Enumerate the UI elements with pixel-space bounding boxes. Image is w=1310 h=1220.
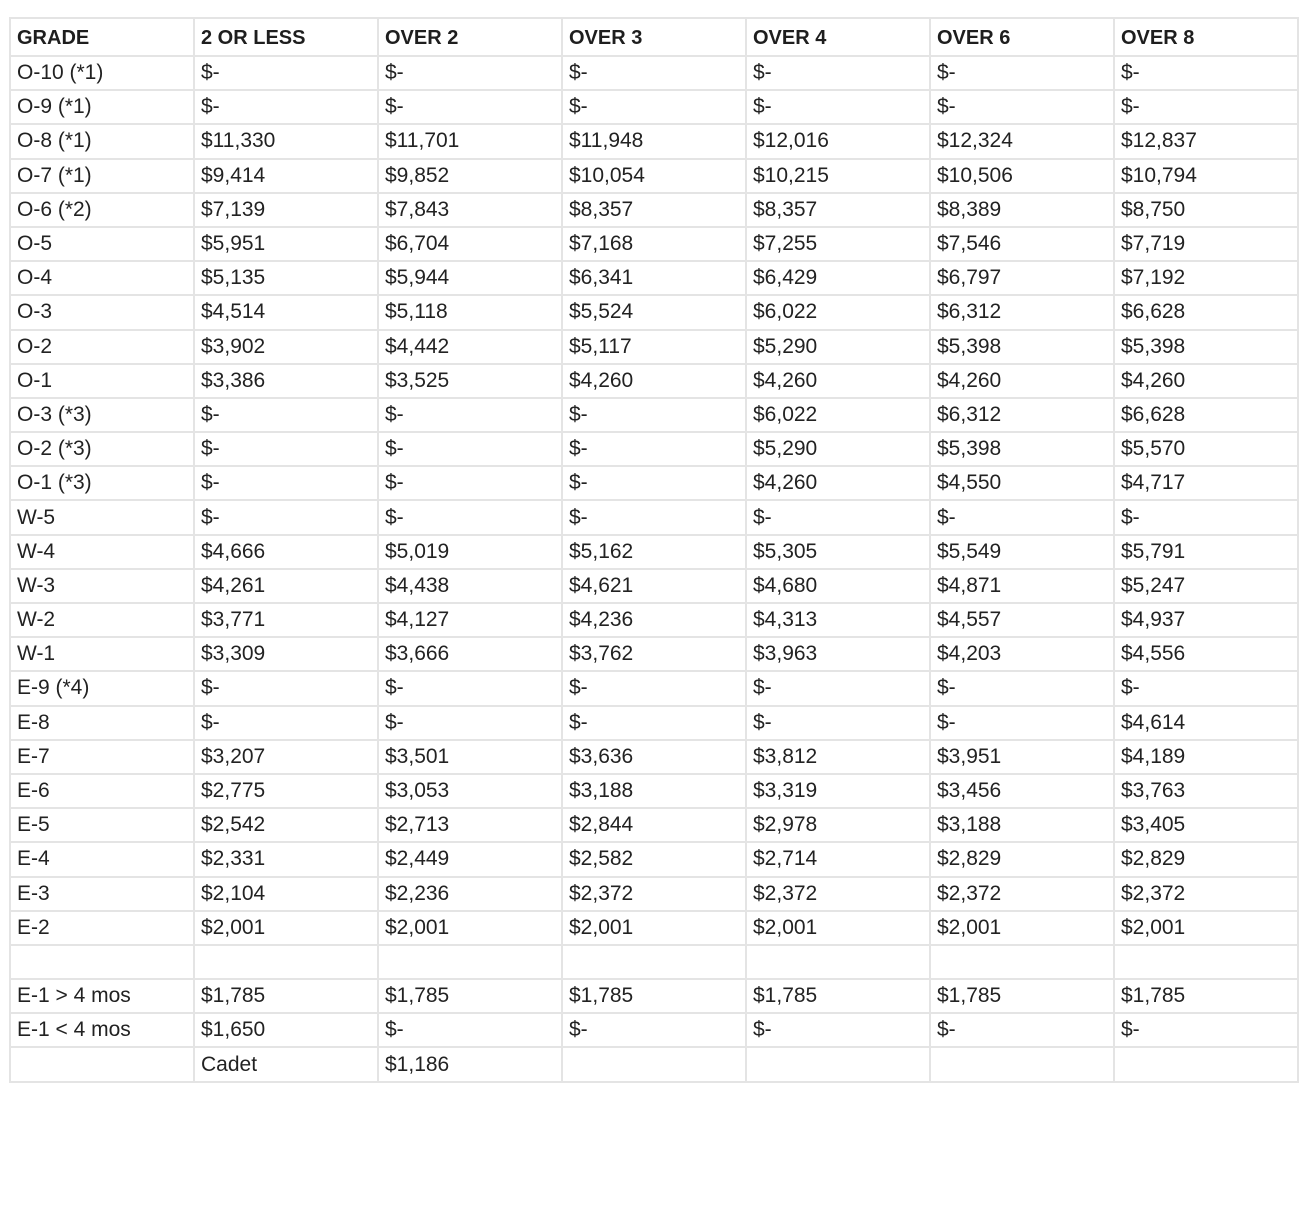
pay-cell: $4,680 — [746, 569, 930, 603]
pay-cell: $4,556 — [1114, 637, 1298, 671]
table-row — [10, 535, 1298, 569]
pay-cell: $7,719 — [1114, 227, 1298, 261]
pay-cell: $3,902 — [194, 330, 378, 364]
pay-cell: $4,260 — [746, 466, 930, 500]
pay-cell: $4,127 — [378, 603, 562, 637]
pay-cell: $2,001 — [194, 911, 378, 945]
pay-cell: $2,372 — [562, 877, 746, 911]
pay-cell: $- — [378, 500, 562, 534]
pay-cell: $- — [562, 671, 746, 705]
pay-cell: $10,054 — [562, 159, 746, 193]
table-row — [10, 193, 1298, 227]
grade-cell: O-8 (*1) — [10, 124, 194, 158]
pay-cell: $3,456 — [930, 774, 1114, 808]
pay-cell: $2,714 — [746, 842, 930, 876]
pay-cell: $5,135 — [194, 261, 378, 295]
pay-cell: $6,022 — [746, 398, 930, 432]
pay-cell: $- — [1114, 671, 1298, 705]
table-row — [10, 466, 1298, 500]
pay-cell: $- — [930, 56, 1114, 90]
pay-cell: $5,398 — [930, 432, 1114, 466]
pay-cell: $- — [930, 500, 1114, 534]
pay-cell: $1,785 — [930, 979, 1114, 1013]
pay-cell: $- — [746, 56, 930, 90]
grade-cell: E-1 > 4 mos — [10, 979, 194, 1013]
pay-cell: $- — [378, 432, 562, 466]
pay-cell: $3,188 — [930, 808, 1114, 842]
pay-cell: $12,016 — [746, 124, 930, 158]
pay-cell: $2,582 — [562, 842, 746, 876]
grade-cell — [10, 1047, 194, 1081]
pay-cell: $4,260 — [746, 364, 930, 398]
pay-cell: $- — [930, 706, 1114, 740]
table-body — [10, 56, 1298, 1082]
pay-cell: $6,312 — [930, 295, 1114, 329]
pay-cell: $- — [194, 706, 378, 740]
pay-cell: $5,944 — [378, 261, 562, 295]
pay-cell: $2,001 — [1114, 911, 1298, 945]
pay-cell: $- — [194, 500, 378, 534]
pay-cell: $1,785 — [746, 979, 930, 1013]
pay-cell: $4,937 — [1114, 603, 1298, 637]
pay-cell: $3,053 — [378, 774, 562, 808]
grade-cell: W-2 — [10, 603, 194, 637]
pay-cell: $12,324 — [930, 124, 1114, 158]
pay-cell: $6,797 — [930, 261, 1114, 295]
pay-cell: $4,614 — [1114, 706, 1298, 740]
pay-cell: $3,763 — [1114, 774, 1298, 808]
pay-cell: $9,414 — [194, 159, 378, 193]
table-row — [10, 979, 1298, 1013]
pay-cell: $5,162 — [562, 535, 746, 569]
pay-cell: $- — [1114, 56, 1298, 90]
pay-cell: $- — [194, 671, 378, 705]
pay-cell: $- — [746, 706, 930, 740]
pay-cell: $4,438 — [378, 569, 562, 603]
pay-cell: $- — [562, 398, 746, 432]
pay-cell: $3,501 — [378, 740, 562, 774]
grade-cell: O-3 (*3) — [10, 398, 194, 432]
pay-cell: $5,305 — [746, 535, 930, 569]
pay-cell: $- — [562, 500, 746, 534]
pay-cell: $6,628 — [1114, 295, 1298, 329]
pay-cell: $2,001 — [562, 911, 746, 945]
pay-cell: $4,717 — [1114, 466, 1298, 500]
grade-cell: E-3 — [10, 877, 194, 911]
grade-cell: O-1 — [10, 364, 194, 398]
pay-cell: $4,260 — [562, 364, 746, 398]
table-row — [10, 603, 1298, 637]
pay-cell: $12,837 — [1114, 124, 1298, 158]
table-row — [10, 774, 1298, 808]
pay-cell: $- — [562, 90, 746, 124]
grade-cell: O-4 — [10, 261, 194, 295]
pay-cell: $4,261 — [194, 569, 378, 603]
grade-cell: W-3 — [10, 569, 194, 603]
grade-cell: E-6 — [10, 774, 194, 808]
pay-cell: $3,405 — [1114, 808, 1298, 842]
grade-cell: O-7 (*1) — [10, 159, 194, 193]
table-row — [10, 945, 1298, 979]
pay-cell: $3,812 — [746, 740, 930, 774]
header-over-3: OVER 3 — [562, 18, 746, 56]
pay-cell: $2,001 — [746, 911, 930, 945]
pay-cell — [746, 945, 930, 979]
grade-cell — [10, 945, 194, 979]
table-header-row — [10, 18, 1298, 56]
pay-cell: $4,871 — [930, 569, 1114, 603]
pay-cell: $5,791 — [1114, 535, 1298, 569]
pay-cell: $5,290 — [746, 432, 930, 466]
pay-cell: $- — [930, 90, 1114, 124]
pay-cell: $3,309 — [194, 637, 378, 671]
pay-cell: $10,794 — [1114, 159, 1298, 193]
pay-cell: $4,666 — [194, 535, 378, 569]
pay-cell: $- — [1114, 500, 1298, 534]
pay-cell — [1114, 945, 1298, 979]
pay-cell: $7,139 — [194, 193, 378, 227]
pay-cell: Cadet — [194, 1047, 378, 1081]
grade-cell: E-7 — [10, 740, 194, 774]
grade-cell: E-8 — [10, 706, 194, 740]
pay-cell — [930, 945, 1114, 979]
header-over-4: OVER 4 — [746, 18, 930, 56]
pay-cell: $2,372 — [746, 877, 930, 911]
pay-cell — [1114, 1047, 1298, 1081]
table-row — [10, 295, 1298, 329]
pay-cell: $5,398 — [930, 330, 1114, 364]
pay-cell: $7,192 — [1114, 261, 1298, 295]
pay-cell: $4,189 — [1114, 740, 1298, 774]
pay-cell: $2,775 — [194, 774, 378, 808]
table-row — [10, 569, 1298, 603]
pay-cell: $5,524 — [562, 295, 746, 329]
pay-cell: $- — [194, 56, 378, 90]
table-row — [10, 90, 1298, 124]
table-row — [10, 671, 1298, 705]
grade-cell: O-2 — [10, 330, 194, 364]
pay-cell — [930, 1047, 1114, 1081]
pay-cell: $1,785 — [1114, 979, 1298, 1013]
pay-cell — [194, 945, 378, 979]
pay-cell: $3,951 — [930, 740, 1114, 774]
pay-table — [9, 17, 1299, 1083]
table-row — [10, 432, 1298, 466]
header-over-2: OVER 2 — [378, 18, 562, 56]
pay-cell: $4,260 — [1114, 364, 1298, 398]
table-row — [10, 261, 1298, 295]
pay-cell: $- — [930, 1013, 1114, 1047]
pay-cell: $6,704 — [378, 227, 562, 261]
pay-cell: $- — [194, 398, 378, 432]
pay-cell: $5,951 — [194, 227, 378, 261]
pay-cell: $- — [378, 1013, 562, 1047]
pay-cell: $3,771 — [194, 603, 378, 637]
pay-cell: $10,506 — [930, 159, 1114, 193]
pay-cell: $7,546 — [930, 227, 1114, 261]
pay-cell: $- — [378, 56, 562, 90]
pay-cell: $3,207 — [194, 740, 378, 774]
pay-cell: $1,186 — [378, 1047, 562, 1081]
pay-cell: $4,557 — [930, 603, 1114, 637]
table-row — [10, 1047, 1298, 1081]
pay-cell: $- — [562, 432, 746, 466]
grade-cell: O-6 (*2) — [10, 193, 194, 227]
pay-cell: $2,001 — [378, 911, 562, 945]
table-row — [10, 330, 1298, 364]
pay-cell: $8,357 — [562, 193, 746, 227]
table-row — [10, 227, 1298, 261]
pay-cell: $1,785 — [562, 979, 746, 1013]
table-row — [10, 877, 1298, 911]
pay-cell: $- — [746, 500, 930, 534]
pay-cell: $7,843 — [378, 193, 562, 227]
pay-cell: $6,022 — [746, 295, 930, 329]
pay-cell: $- — [378, 466, 562, 500]
pay-cell: $8,389 — [930, 193, 1114, 227]
grade-cell: E-5 — [10, 808, 194, 842]
pay-cell: $5,290 — [746, 330, 930, 364]
table-row — [10, 364, 1298, 398]
pay-cell: $9,852 — [378, 159, 562, 193]
grade-cell: E-9 (*4) — [10, 671, 194, 705]
pay-cell: $- — [562, 466, 746, 500]
pay-cell: $2,542 — [194, 808, 378, 842]
pay-cell: $2,331 — [194, 842, 378, 876]
table-row — [10, 911, 1298, 945]
pay-cell: $- — [1114, 90, 1298, 124]
pay-cell: $5,398 — [1114, 330, 1298, 364]
pay-cell: $- — [562, 56, 746, 90]
table-row — [10, 159, 1298, 193]
header-grade: GRADE — [10, 18, 194, 56]
grade-cell: O-10 (*1) — [10, 56, 194, 90]
pay-cell: $2,372 — [930, 877, 1114, 911]
pay-cell: $- — [378, 90, 562, 124]
grade-cell: O-3 — [10, 295, 194, 329]
grade-cell: O-9 (*1) — [10, 90, 194, 124]
pay-cell: $- — [378, 398, 562, 432]
pay-cell: $4,203 — [930, 637, 1114, 671]
pay-cell: $3,319 — [746, 774, 930, 808]
grade-cell: W-1 — [10, 637, 194, 671]
table-row — [10, 124, 1298, 158]
pay-cell: $- — [930, 671, 1114, 705]
pay-cell: $8,750 — [1114, 193, 1298, 227]
pay-cell: $4,442 — [378, 330, 562, 364]
pay-cell: $2,104 — [194, 877, 378, 911]
grade-cell: W-5 — [10, 500, 194, 534]
pay-cell: $- — [746, 671, 930, 705]
pay-cell: $- — [1114, 1013, 1298, 1047]
table-row — [10, 637, 1298, 671]
grade-cell: W-4 — [10, 535, 194, 569]
pay-cell: $- — [746, 90, 930, 124]
pay-cell: $1,785 — [378, 979, 562, 1013]
pay-cell — [562, 945, 746, 979]
pay-cell: $- — [378, 706, 562, 740]
pay-cell: $2,829 — [930, 842, 1114, 876]
pay-cell: $- — [562, 706, 746, 740]
pay-cell: $2,829 — [1114, 842, 1298, 876]
pay-cell: $4,550 — [930, 466, 1114, 500]
pay-cell: $- — [562, 1013, 746, 1047]
pay-cell: $2,844 — [562, 808, 746, 842]
grade-cell: O-2 (*3) — [10, 432, 194, 466]
pay-cell: $- — [194, 432, 378, 466]
pay-cell: $5,549 — [930, 535, 1114, 569]
pay-cell: $6,628 — [1114, 398, 1298, 432]
pay-cell: $3,188 — [562, 774, 746, 808]
pay-cell: $11,948 — [562, 124, 746, 158]
pay-cell: $2,236 — [378, 877, 562, 911]
table-row — [10, 740, 1298, 774]
pay-cell: $1,785 — [194, 979, 378, 1013]
header-over-8: OVER 8 — [1114, 18, 1298, 56]
grade-cell: O-1 (*3) — [10, 466, 194, 500]
pay-cell — [746, 1047, 930, 1081]
pay-cell: $11,330 — [194, 124, 378, 158]
pay-cell: $10,215 — [746, 159, 930, 193]
pay-cell: $2,449 — [378, 842, 562, 876]
pay-cell: $- — [194, 466, 378, 500]
pay-cell: $4,621 — [562, 569, 746, 603]
grade-cell: E-2 — [10, 911, 194, 945]
table-row — [10, 500, 1298, 534]
grade-cell: E-4 — [10, 842, 194, 876]
pay-cell: $6,341 — [562, 261, 746, 295]
pay-cell: $4,313 — [746, 603, 930, 637]
pay-cell — [378, 945, 562, 979]
table-row — [10, 398, 1298, 432]
pay-cell: $- — [378, 671, 562, 705]
pay-cell: $2,713 — [378, 808, 562, 842]
table-row — [10, 842, 1298, 876]
pay-cell: $7,168 — [562, 227, 746, 261]
pay-cell: $- — [746, 1013, 930, 1047]
pay-cell: $6,312 — [930, 398, 1114, 432]
table-row — [10, 706, 1298, 740]
pay-cell: $5,570 — [1114, 432, 1298, 466]
grade-cell: O-5 — [10, 227, 194, 261]
pay-cell: $6,429 — [746, 261, 930, 295]
pay-table-container — [9, 17, 1299, 1083]
pay-cell: $5,247 — [1114, 569, 1298, 603]
pay-cell: $3,666 — [378, 637, 562, 671]
pay-cell: $4,260 — [930, 364, 1114, 398]
pay-cell: $5,019 — [378, 535, 562, 569]
pay-cell: $2,001 — [930, 911, 1114, 945]
pay-cell: $3,636 — [562, 740, 746, 774]
pay-cell: $2,372 — [1114, 877, 1298, 911]
header-over-6: OVER 6 — [930, 18, 1114, 56]
table-row — [10, 56, 1298, 90]
header-2-or-less: 2 OR LESS — [194, 18, 378, 56]
pay-cell: $3,762 — [562, 637, 746, 671]
table-row — [10, 1013, 1298, 1047]
table-row — [10, 808, 1298, 842]
pay-cell: $3,525 — [378, 364, 562, 398]
pay-cell: $1,650 — [194, 1013, 378, 1047]
pay-cell: $- — [194, 90, 378, 124]
pay-cell: $3,386 — [194, 364, 378, 398]
pay-cell: $2,978 — [746, 808, 930, 842]
pay-cell: $5,117 — [562, 330, 746, 364]
pay-cell: $11,701 — [378, 124, 562, 158]
pay-cell: $5,118 — [378, 295, 562, 329]
pay-cell: $4,236 — [562, 603, 746, 637]
pay-cell: $7,255 — [746, 227, 930, 261]
pay-cell: $8,357 — [746, 193, 930, 227]
grade-cell: E-1 < 4 mos — [10, 1013, 194, 1047]
pay-cell: $4,514 — [194, 295, 378, 329]
pay-cell — [562, 1047, 746, 1081]
pay-cell: $3,963 — [746, 637, 930, 671]
